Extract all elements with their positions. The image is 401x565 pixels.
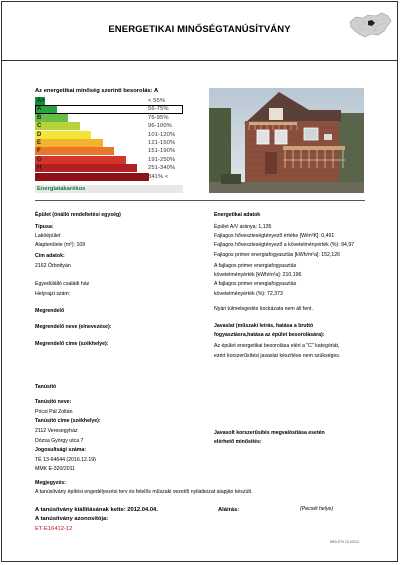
rating-bar-b <box>35 114 68 122</box>
certifier-address-label: Tanúsító címe (székhelye): <box>35 418 101 424</box>
rating-range: 191-250% <box>148 156 176 163</box>
rating-range: 101-120% <box>148 131 176 138</box>
improvement-rating-line1: Javasolt korszerűsítés megvalósítása esetén <box>214 430 325 436</box>
rating-range: 121-150% <box>148 140 176 146</box>
rating-bar-f <box>35 147 114 155</box>
building-type-label: Típusa: <box>35 224 54 230</box>
rating-bar-a-plus <box>35 97 45 105</box>
client-label: Megrendelő <box>35 308 65 314</box>
primary-energy: Fajlagos primer energiafogyasztás [kWh/m²a]: 152,126 <box>214 252 340 258</box>
qualification-label: Jogosultsági száma: <box>35 447 87 453</box>
client-name-label: Megrendelő neve (elnevezése): <box>35 324 112 330</box>
rating-letter: D <box>37 131 42 138</box>
certificate-id: ET-E16412-12 <box>35 526 73 532</box>
rating-letter: A+ <box>37 98 45 104</box>
rating-bar-c <box>35 122 80 130</box>
certifier-name-label: Tanúsító neve: <box>35 399 72 405</box>
proposal-text-line2: ezért korszerűsítési javaslat készítése nem szükséges. <box>214 353 341 359</box>
rating-bar-e <box>35 139 103 147</box>
issue-date: A tanúsítvány kiállításának kelte: 2012.04.04. <box>35 507 158 513</box>
certifier-section-title: Tanúsító <box>35 384 57 390</box>
rating-letter: I <box>37 173 39 180</box>
building-area: Alapterülete (m²): 109 <box>35 242 86 248</box>
improvement-rating-line2: elérhető minősítés: <box>214 439 262 445</box>
current-rating-highlight <box>35 105 183 114</box>
rating-letter: F <box>37 148 41 155</box>
rating-title: Az energetikai minőség szerinti besorolás: A <box>35 88 159 94</box>
rating-range: 151-190% <box>148 148 176 155</box>
certificate-id-label: A tanúsítvány azonosítója: <box>35 516 109 522</box>
rating-letter: E <box>37 140 42 146</box>
building-subtype: Egyedülálló családi ház <box>35 281 90 287</box>
hungary-map-icon <box>347 10 393 42</box>
qualification-line2: MMK E-320/2011 <box>35 466 75 472</box>
address-label: Cím adatok: <box>35 253 65 259</box>
form-code: MÉA-ETK 11/1/2013 <box>330 540 359 544</box>
rating-letter: G <box>37 156 42 163</box>
certifier-address-line2: Dózsa György utca 7 <box>35 438 84 444</box>
certifier-address-line1: 2112 Veresegyház <box>35 428 78 434</box>
rating-letter: B <box>37 114 42 121</box>
certifier-name: Pócsi Pál Zoltán <box>35 409 73 415</box>
rating-bar-g <box>35 156 126 164</box>
divider <box>35 200 365 201</box>
av-ratio: Épület A/V aránya: 1,135 <box>214 224 272 230</box>
primary-requirement-line1: A fajlagos primer energiafogyasztás <box>214 263 297 269</box>
rating-bar-i <box>35 173 149 181</box>
header <box>2 2 397 61</box>
building-type-value: Lakóépület <box>35 233 61 239</box>
rating-letter: C <box>37 123 42 130</box>
qualification-line1: TÉ 13-64644 (2016.12.19) <box>35 457 96 463</box>
heat-transfer-coefficient: Fajlagos hőveszteségtényező értéke [W/m³K]: 0,491 <box>214 233 335 239</box>
summer-overheating: Nyári túlmelegedés kockázata nem áll fent. <box>214 306 313 312</box>
client-address-label: Megrendelő címe (székhelye): <box>35 341 109 347</box>
building-section-title: Épület (önálló rendeltetési egység) <box>35 212 121 218</box>
rating-range: < 55% <box>148 98 166 104</box>
rating-range: 56-75% <box>148 106 169 113</box>
proposal-title-line2: fogyasztásra,hatása az épület besorolására): <box>214 332 325 338</box>
house-photo <box>209 88 364 193</box>
stamp-placeholder: (Pecsét helye) <box>300 506 334 512</box>
primary-percent-line2: követelményérték (%): 72,373 <box>214 291 283 297</box>
rating-bar-h <box>35 164 137 172</box>
rating-range: 251-340% <box>148 165 176 172</box>
primary-percent-line1: A fajlagos primer energiafogyasztás <box>214 281 297 287</box>
notes-label: Megjegyzés: <box>35 480 66 486</box>
proposal-title-line1: Javaslat (műszaki leírás, hatása a bruttó <box>214 323 314 329</box>
page-title: ENERGETIKAI MINŐSÉGTANÚSÍTVÁNY <box>108 24 291 35</box>
address-value: 2162 Őrbottyán <box>35 263 71 269</box>
rating-range: 96-100% <box>148 123 172 130</box>
primary-requirement-line2: követelményérték [kWh/m²a]: 210,196 <box>214 272 302 278</box>
proposal-text-line1: Az épület energetikai besorolása eléri a "C" kategóriát, <box>214 343 340 349</box>
signature-label: Aláírás: <box>218 507 240 513</box>
certificate-page <box>1 1 398 562</box>
energy-saving-label: Energiatakarékos <box>35 185 183 193</box>
notes-text: A tanúsítvány építési engedélyezési terv és felelős műszaki vezetői nyilatkozat alapján készült. <box>35 489 253 495</box>
rating-letter: H <box>37 165 42 172</box>
rating-range: 341% < <box>148 173 169 180</box>
lot-number-label: Helyrajzi szám: <box>35 291 71 297</box>
energy-section-title: Energetikai adatok <box>214 212 261 218</box>
rating-letter: A <box>37 106 42 113</box>
rating-bar-d <box>35 131 91 139</box>
rating-range: 76-95% <box>148 114 169 121</box>
heat-transfer-requirement: Fajlagos hőveszteségtényező a követelményérték (%): 94,97 <box>214 242 355 248</box>
